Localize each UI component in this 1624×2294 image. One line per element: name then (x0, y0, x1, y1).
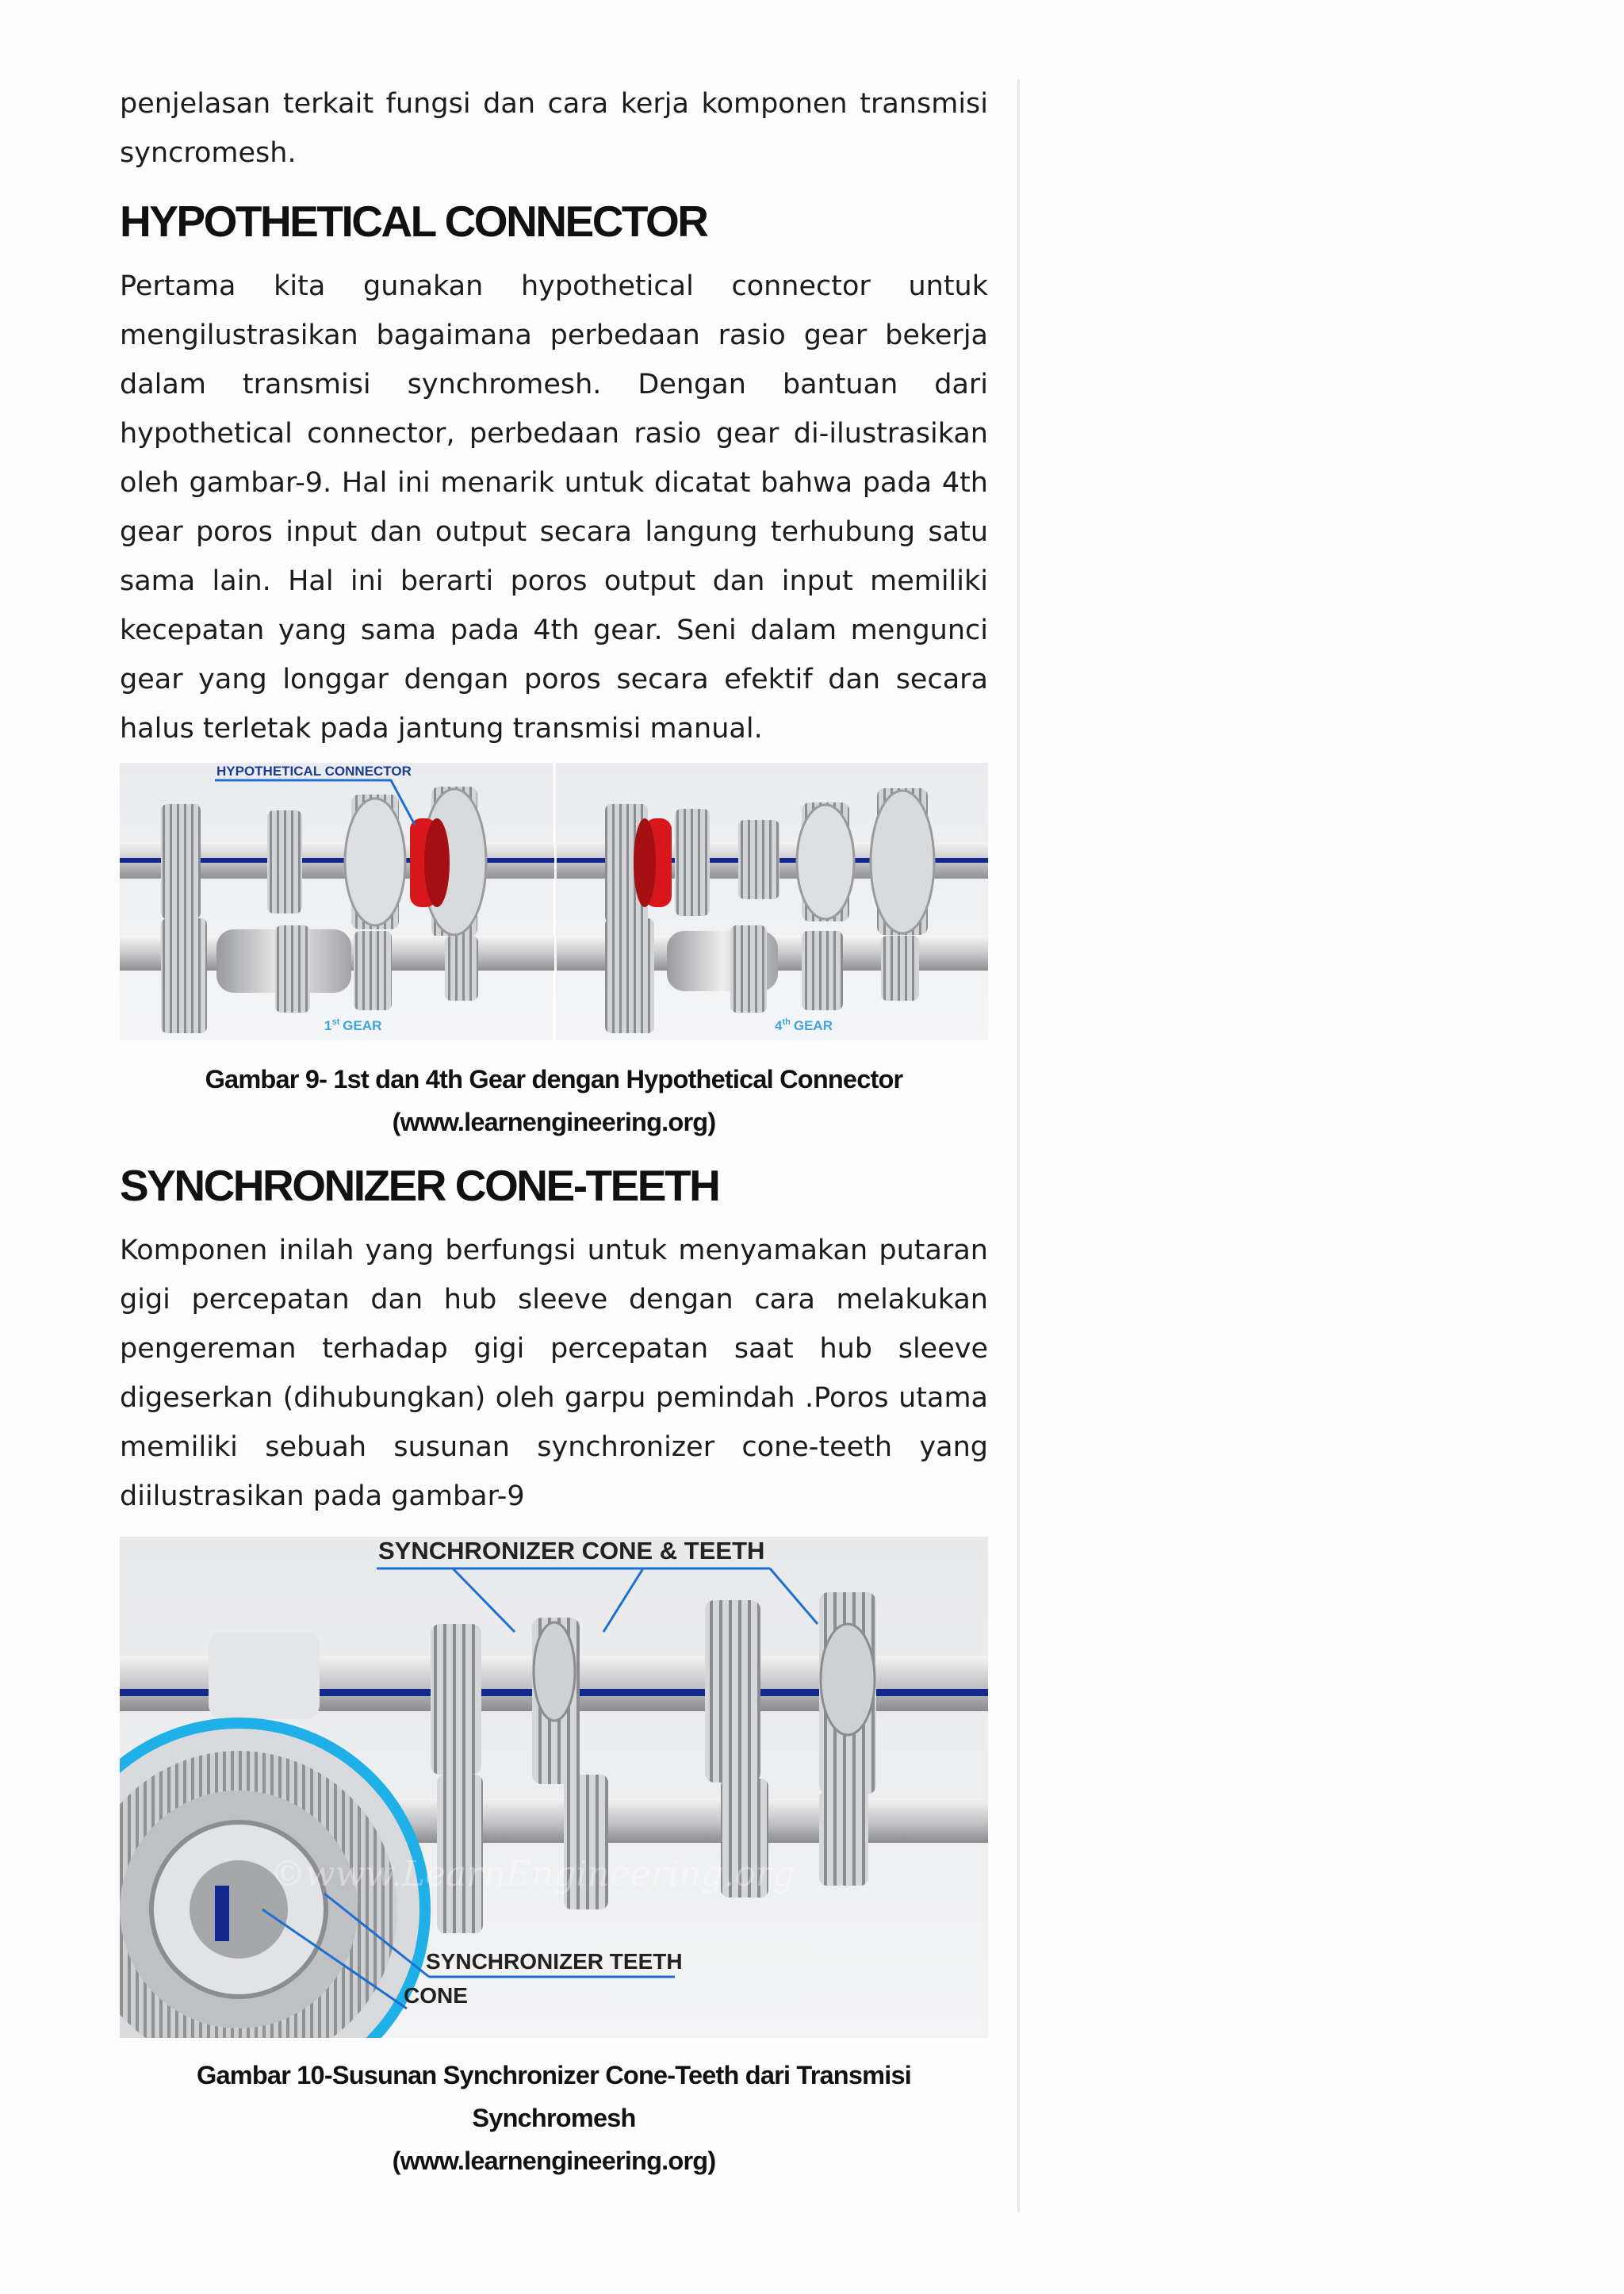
figure-9-label-connector: HYPOTHETICAL CONNECTOR (216, 764, 412, 779)
figure-10-caption-line1: Gambar 10-Susunan Synchronizer Cone-Teeth dari Transmisi Synchromesh (197, 2061, 911, 2132)
figure-9-label-4th-gear: GEAR (793, 1018, 833, 1033)
figure-10-image (120, 1537, 988, 2038)
figure-10-label-cone-and-teeth: SYNCHRONIZER CONE & TEETH (378, 1537, 765, 1564)
figure-9-label-1st-number: 1 (324, 1018, 332, 1033)
section-heading-synchronizer-cone-teeth: SYNCHRONIZER CONE-TEETH (120, 1161, 719, 1210)
figure-9-caption-line2: (www.learnengineering.org) (392, 1108, 716, 1136)
figure-9-label-4th-suffix: th (782, 1017, 791, 1027)
figure-9-label-4th-number: 4 (775, 1018, 783, 1033)
figure-10-label-cone: CONE (404, 1983, 468, 2008)
figure-9-caption-line1: Gambar 9- 1st dan 4th Gear dengan Hypothetical Connector (205, 1065, 903, 1093)
figure-9-label-1st-gear: GEAR (343, 1018, 382, 1033)
figure-9-label-1st-suffix: st (331, 1017, 340, 1027)
hypothetical-connector-paragraph: Pertama kita gunakan hypothetical connector untuk mengilustrasikan bagaimana perbedaan rasio gear bekerja dalam transmisi synchromesh. Dengan bantuan dari hypothetical connector, perbedaan rasio gear di-ilustrasikan oleh gambar-9. Hal ini menarik untuk dicatat bahwa pada 4th gear poros input dan output secara langung terhubung satu sama lain. Hal ini berarti poros output dan input memiliki kecepatan yang sama pada 4th gear. Seni dalam mengunci gear yang longgar dengan poros secara efektif dan secara halus terletak pada jantung transmisi manual. (120, 270, 988, 745)
intro-paragraph: penjelasan terkait fungsi dan cara kerja komponen transmisi syncromesh. (120, 88, 988, 169)
article-column (120, 79, 988, 2182)
section-heading-hypothetical-connector: HYPOTHETICAL CONNECTOR (120, 197, 707, 246)
figure-9-image (120, 763, 988, 1040)
column-divider (1017, 79, 1020, 2212)
figure-10-label-synchronizer-teeth: SYNCHRONIZER TEETH (426, 1949, 683, 1974)
figure-10-watermark: ©www.LearnEngineering.org (270, 1854, 795, 1894)
synchronizer-cone-teeth-paragraph: Komponen inilah yang berfungsi untuk menyamakan putaran gigi percepatan dan hub sleeve dengan cara melakukan pengereman terhadap gigi percepatan saat hub sleeve digeserkan (dihubungkan) oleh garpu pemindah .Poros utama memiliki sebuah susunan synchronizer cone-teeth yang diilustrasikan pada gambar-9 (120, 1235, 988, 1512)
figure-10-caption-line2: (www.learnengineering.org) (392, 2147, 716, 2175)
